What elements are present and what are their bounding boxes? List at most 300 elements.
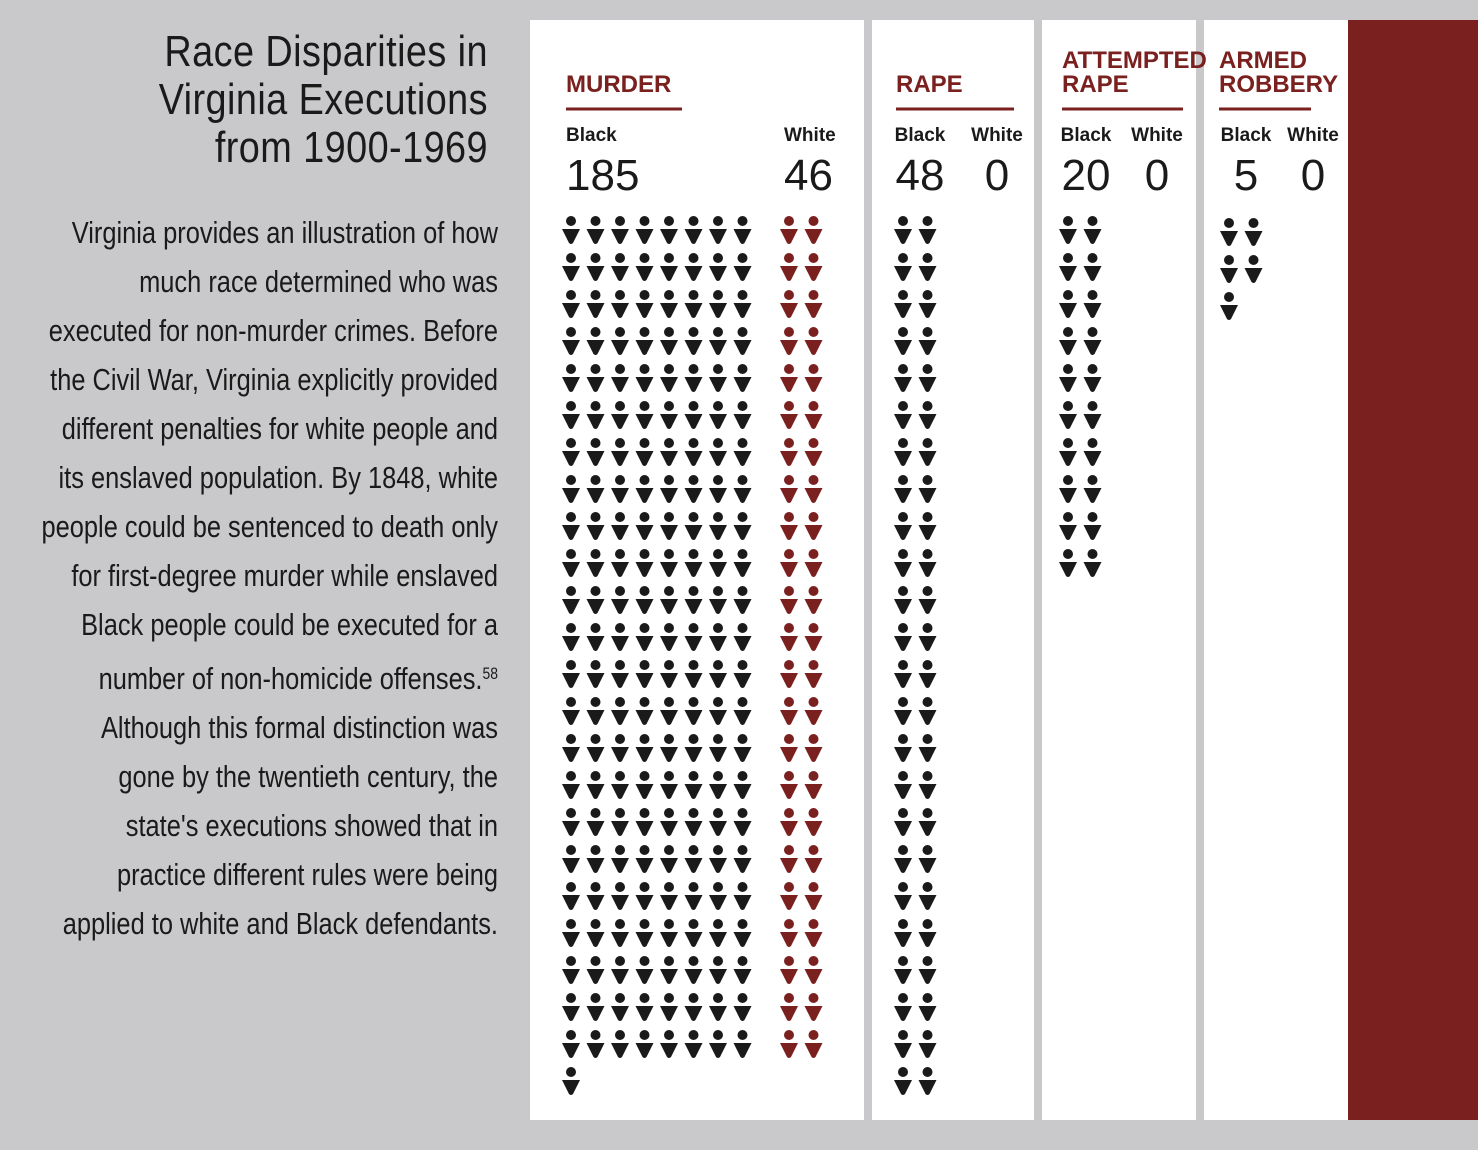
black-murder-icon-163	[611, 956, 629, 984]
chart-title: Race Disparities in Virginia Executions from 1900-1969	[158, 27, 488, 172]
white-murder-icon-28	[805, 697, 823, 725]
black-murder-icon-113	[562, 734, 580, 762]
black-murder-icon-54	[685, 438, 703, 466]
black-murder-icon-66	[587, 512, 605, 540]
black-murder-icon-164	[636, 956, 654, 984]
black-murder-icon-134	[685, 808, 703, 836]
black-murder-icon-100	[636, 660, 654, 688]
white-murder-icon-9	[780, 364, 798, 392]
body-paragraph: Virginia provides an illustration of how much race determined who was executed for non-murder crimes. Before the Civil War, Virginia explicitly provided different penalties for white people and its enslaved population. By 1848, white people could be sentenced to death only for first-degree murder while enslaved Black people could be executed for a number of non-homicide offenses.	[41, 215, 499, 696]
black-rape-icon-32	[919, 771, 937, 799]
black-murder-icon-155	[611, 919, 629, 947]
black-murder-icon-65	[562, 512, 580, 540]
black-rape-icon-13	[894, 438, 912, 466]
black-murder-icon-184	[734, 1030, 752, 1058]
black-murder-icon-50	[587, 438, 605, 466]
black-murder-icon-46	[685, 401, 703, 429]
black-murder-icon-128	[734, 771, 752, 799]
white-murder-icon-35	[780, 845, 798, 873]
black-rape-icon-40	[919, 919, 937, 947]
black-attempted-rape-icon-13	[1059, 438, 1077, 466]
white-murder-icon-1	[780, 216, 798, 244]
black-murder-icon-2	[587, 216, 605, 244]
white-murder-icon-2	[805, 216, 823, 244]
black-murder-icon-125	[660, 771, 678, 799]
footnote-marker[interactable]: 58	[482, 664, 498, 683]
black-murder-icon-29	[660, 327, 678, 355]
black-murder-icon-98	[587, 660, 605, 688]
black-attempted-rape-icon-15	[1059, 475, 1077, 503]
black-murder-icon-49	[562, 438, 580, 466]
black-murder-icon-9	[562, 253, 580, 281]
white-murder-icon-4	[805, 253, 823, 281]
black-murder-icon-181	[660, 1030, 678, 1058]
black-rape-icon-5	[894, 290, 912, 318]
black-armed-robbery-icon-5	[1220, 292, 1238, 320]
black-murder-icon-90	[587, 623, 605, 651]
category-label-attempted-rape-line2: RAPE	[1062, 71, 1129, 98]
black-murder-icon-14	[685, 253, 703, 281]
black-murder-icon-36	[636, 364, 654, 392]
black-rape-icon-7	[894, 327, 912, 355]
race-label-white-attempted-rape: White	[1131, 125, 1183, 146]
white-murder-icon-18	[805, 512, 823, 540]
black-murder-icon-166	[685, 956, 703, 984]
black-rape-icon-11	[894, 401, 912, 429]
white-murder-icon-12	[805, 401, 823, 429]
black-murder-icon-18	[587, 290, 605, 318]
black-murder-icon-129	[562, 808, 580, 836]
black-murder-icon-35	[611, 364, 629, 392]
black-murder-icon-56	[734, 438, 752, 466]
white-murder-icon-33	[780, 808, 798, 836]
black-rape-icon-2	[919, 216, 937, 244]
count-white-rape: 0	[984, 151, 1010, 200]
black-murder-icon-69	[660, 512, 678, 540]
black-murder-icon-111	[709, 697, 727, 725]
black-murder-icon-143	[709, 845, 727, 873]
white-murder-icon-11	[780, 401, 798, 429]
white-murder-icon-7	[780, 327, 798, 355]
black-rape-icon-48	[919, 1067, 937, 1095]
black-murder-icon-25	[562, 327, 580, 355]
black-murder-icon-60	[636, 475, 654, 503]
black-murder-icon-107	[611, 697, 629, 725]
black-murder-icon-139	[611, 845, 629, 873]
black-murder-icon-122	[587, 771, 605, 799]
black-murder-icon-183	[709, 1030, 727, 1058]
black-murder-icon-8	[734, 216, 752, 244]
race-label-white-rape: White	[971, 125, 1023, 146]
white-murder-icon-30	[805, 734, 823, 762]
black-rape-icon-18	[919, 512, 937, 540]
white-murder-icon-3	[780, 253, 798, 281]
black-attempted-rape-icon-11	[1059, 401, 1077, 429]
white-murder-icon-14	[805, 438, 823, 466]
white-murder-icon-44	[805, 993, 823, 1021]
black-attempted-rape-icon-8	[1084, 327, 1102, 355]
black-murder-icon-67	[611, 512, 629, 540]
white-murder-icon-43	[780, 993, 798, 1021]
black-murder-icon-19	[611, 290, 629, 318]
black-murder-icon-28	[636, 327, 654, 355]
category-label-attempted-rape-line1: ATTEMPTED	[1062, 47, 1207, 74]
black-murder-icon-132	[636, 808, 654, 836]
black-armed-robbery-icon-3	[1220, 255, 1238, 283]
black-attempted-rape-icon-18	[1084, 512, 1102, 540]
white-murder-icon-23	[780, 623, 798, 651]
black-murder-icon-145	[562, 882, 580, 910]
white-murder-icon-16	[805, 475, 823, 503]
category-label-armed-robbery-line2: ROBBERY	[1219, 71, 1339, 98]
black-rape-icon-20	[919, 549, 937, 577]
black-murder-icon-76	[636, 549, 654, 577]
black-murder-icon-92	[636, 623, 654, 651]
black-murder-icon-12	[636, 253, 654, 281]
white-murder-icon-37	[780, 882, 798, 910]
black-murder-icon-83	[611, 586, 629, 614]
black-murder-icon-167	[709, 956, 727, 984]
black-murder-icon-180	[636, 1030, 654, 1058]
black-rape-icon-4	[919, 253, 937, 281]
black-murder-icon-126	[685, 771, 703, 799]
black-murder-icon-40	[734, 364, 752, 392]
black-murder-icon-117	[660, 734, 678, 762]
black-attempted-rape-icon-14	[1084, 438, 1102, 466]
race-label-black-armed-robbery: Black	[1220, 125, 1272, 146]
black-rape-icon-30	[919, 734, 937, 762]
black-murder-icon-123	[611, 771, 629, 799]
black-murder-icon-5	[660, 216, 678, 244]
white-murder-icon-22	[805, 586, 823, 614]
black-murder-icon-106	[587, 697, 605, 725]
black-rape-icon-9	[894, 364, 912, 392]
black-murder-icon-1	[562, 216, 580, 244]
black-murder-icon-3	[611, 216, 629, 244]
black-murder-icon-30	[685, 327, 703, 355]
black-murder-icon-95	[709, 623, 727, 651]
black-murder-icon-97	[562, 660, 580, 688]
white-murder-icon-5	[780, 290, 798, 318]
black-murder-icon-133	[660, 808, 678, 836]
black-murder-icon-149	[660, 882, 678, 910]
category-label-armed-robbery-line1: ARMED	[1219, 47, 1307, 74]
white-murder-icon-19	[780, 549, 798, 577]
black-murder-icon-34	[587, 364, 605, 392]
black-murder-icon-22	[685, 290, 703, 318]
black-murder-icon-124	[636, 771, 654, 799]
race-label-white-murder: White	[784, 125, 836, 146]
black-murder-icon-109	[660, 697, 678, 725]
white-murder-icon-21	[780, 586, 798, 614]
black-murder-icon-78	[685, 549, 703, 577]
black-murder-icon-103	[709, 660, 727, 688]
black-murder-icon-93	[660, 623, 678, 651]
black-armed-robbery-icon-2	[1245, 218, 1263, 246]
black-rape-icon-43	[894, 993, 912, 1021]
black-murder-icon-121	[562, 771, 580, 799]
black-murder-icon-48	[734, 401, 752, 429]
black-murder-icon-179	[611, 1030, 629, 1058]
black-rape-icon-47	[894, 1067, 912, 1095]
black-murder-icon-47	[709, 401, 727, 429]
black-rape-icon-33	[894, 808, 912, 836]
black-rape-icon-15	[894, 475, 912, 503]
black-murder-icon-105	[562, 697, 580, 725]
black-murder-icon-43	[611, 401, 629, 429]
black-murder-icon-161	[562, 956, 580, 984]
black-murder-icon-84	[636, 586, 654, 614]
black-murder-icon-11	[611, 253, 629, 281]
black-murder-icon-61	[660, 475, 678, 503]
white-murder-icon-38	[805, 882, 823, 910]
black-rape-icon-35	[894, 845, 912, 873]
black-rape-icon-25	[894, 660, 912, 688]
black-murder-icon-51	[611, 438, 629, 466]
black-rape-icon-45	[894, 1030, 912, 1058]
white-murder-icon-25	[780, 660, 798, 688]
black-murder-icon-38	[685, 364, 703, 392]
black-murder-icon-185	[562, 1067, 580, 1095]
black-rape-icon-42	[919, 956, 937, 984]
black-murder-icon-77	[660, 549, 678, 577]
black-murder-icon-71	[709, 512, 727, 540]
black-rape-icon-23	[894, 623, 912, 651]
race-label-black-murder: Black	[566, 125, 617, 146]
black-rape-icon-39	[894, 919, 912, 947]
black-attempted-rape-icon-2	[1084, 216, 1102, 244]
body-paragraph-continued: Although this formal distinction was gone by the twentieth century, the state's executions showed that in practice different rules were being applied to white and Black defendants.	[62, 710, 499, 941]
white-murder-icon-42	[805, 956, 823, 984]
black-attempted-rape-icon-6	[1084, 290, 1102, 318]
black-murder-icon-159	[709, 919, 727, 947]
black-murder-icon-172	[636, 993, 654, 1021]
black-attempted-rape-icon-7	[1059, 327, 1077, 355]
black-murder-icon-63	[709, 475, 727, 503]
black-murder-icon-52	[636, 438, 654, 466]
black-rape-icon-44	[919, 993, 937, 1021]
white-murder-icon-24	[805, 623, 823, 651]
black-murder-icon-44	[636, 401, 654, 429]
black-murder-icon-64	[734, 475, 752, 503]
black-murder-icon-20	[636, 290, 654, 318]
black-murder-icon-137	[562, 845, 580, 873]
black-murder-icon-165	[660, 956, 678, 984]
white-murder-icon-13	[780, 438, 798, 466]
black-murder-icon-59	[611, 475, 629, 503]
black-murder-icon-108	[636, 697, 654, 725]
black-murder-icon-112	[734, 697, 752, 725]
black-murder-icon-42	[587, 401, 605, 429]
black-murder-icon-74	[587, 549, 605, 577]
black-rape-icon-3	[894, 253, 912, 281]
black-murder-icon-62	[685, 475, 703, 503]
black-rape-icon-26	[919, 660, 937, 688]
white-murder-icon-40	[805, 919, 823, 947]
black-rape-icon-10	[919, 364, 937, 392]
black-murder-icon-55	[709, 438, 727, 466]
black-murder-icon-72	[734, 512, 752, 540]
black-murder-icon-154	[587, 919, 605, 947]
count-white-murder: 46	[784, 151, 833, 200]
black-murder-icon-160	[734, 919, 752, 947]
white-murder-icon-32	[805, 771, 823, 799]
black-murder-icon-96	[734, 623, 752, 651]
black-murder-icon-115	[611, 734, 629, 762]
black-murder-icon-116	[636, 734, 654, 762]
black-murder-icon-152	[734, 882, 752, 910]
count-black-rape: 48	[895, 151, 945, 200]
black-rape-icon-41	[894, 956, 912, 984]
black-murder-icon-16	[734, 253, 752, 281]
black-rape-icon-38	[919, 882, 937, 910]
white-murder-icon-29	[780, 734, 798, 762]
black-rape-icon-22	[919, 586, 937, 614]
count-white-armed-robbery: 0	[1300, 151, 1326, 200]
black-murder-icon-130	[587, 808, 605, 836]
white-murder-icon-20	[805, 549, 823, 577]
black-murder-icon-147	[611, 882, 629, 910]
black-murder-icon-176	[734, 993, 752, 1021]
black-murder-icon-169	[562, 993, 580, 1021]
black-murder-icon-150	[685, 882, 703, 910]
black-murder-icon-136	[734, 808, 752, 836]
white-murder-icon-34	[805, 808, 823, 836]
black-murder-icon-31	[709, 327, 727, 355]
black-rape-icon-36	[919, 845, 937, 873]
black-attempted-rape-icon-4	[1084, 253, 1102, 281]
black-murder-icon-70	[685, 512, 703, 540]
count-black-murder: 185	[566, 151, 640, 200]
black-murder-icon-24	[734, 290, 752, 318]
black-murder-icon-127	[709, 771, 727, 799]
black-attempted-rape-icon-17	[1059, 512, 1077, 540]
black-murder-icon-41	[562, 401, 580, 429]
white-murder-icon-26	[805, 660, 823, 688]
black-murder-icon-151	[709, 882, 727, 910]
black-murder-icon-114	[587, 734, 605, 762]
black-murder-icon-119	[709, 734, 727, 762]
race-label-black-attempted-rape: Black	[1060, 125, 1112, 146]
black-murder-icon-89	[562, 623, 580, 651]
black-murder-icon-85	[660, 586, 678, 614]
black-rape-icon-12	[919, 401, 937, 429]
black-rape-icon-19	[894, 549, 912, 577]
white-murder-icon-27	[780, 697, 798, 725]
black-murder-icon-45	[660, 401, 678, 429]
black-murder-icon-68	[636, 512, 654, 540]
black-murder-icon-87	[709, 586, 727, 614]
black-murder-icon-118	[685, 734, 703, 762]
white-murder-icon-15	[780, 475, 798, 503]
black-rape-icon-46	[919, 1030, 937, 1058]
white-murder-icon-17	[780, 512, 798, 540]
race-label-white-armed-robbery: White	[1287, 125, 1339, 146]
black-murder-icon-39	[709, 364, 727, 392]
black-murder-icon-10	[587, 253, 605, 281]
white-murder-icon-6	[805, 290, 823, 318]
black-murder-icon-88	[734, 586, 752, 614]
black-rape-icon-17	[894, 512, 912, 540]
black-murder-icon-73	[562, 549, 580, 577]
count-black-armed-robbery: 5	[1233, 151, 1259, 200]
category-label-rape: RAPE	[896, 71, 963, 98]
white-murder-icon-39	[780, 919, 798, 947]
black-murder-icon-13	[660, 253, 678, 281]
black-murder-icon-168	[734, 956, 752, 984]
white-murder-icon-8	[805, 327, 823, 355]
black-murder-icon-57	[562, 475, 580, 503]
black-murder-icon-142	[685, 845, 703, 873]
black-attempted-rape-icon-9	[1059, 364, 1077, 392]
white-murder-icon-45	[780, 1030, 798, 1058]
black-murder-icon-144	[734, 845, 752, 873]
black-armed-robbery-icon-4	[1245, 255, 1263, 283]
black-rape-icon-29	[894, 734, 912, 762]
black-murder-icon-153	[562, 919, 580, 947]
race-label-black-rape: Black	[894, 125, 946, 146]
white-murder-icon-10	[805, 364, 823, 392]
black-murder-icon-80	[734, 549, 752, 577]
white-murder-icon-46	[805, 1030, 823, 1058]
black-rape-icon-34	[919, 808, 937, 836]
black-murder-icon-178	[587, 1030, 605, 1058]
black-rape-icon-8	[919, 327, 937, 355]
black-attempted-rape-icon-12	[1084, 401, 1102, 429]
black-rape-icon-31	[894, 771, 912, 799]
black-attempted-rape-icon-5	[1059, 290, 1077, 318]
count-black-attempted-rape: 20	[1061, 151, 1111, 200]
black-murder-icon-33	[562, 364, 580, 392]
category-label-murder: MURDER	[566, 71, 672, 98]
black-murder-icon-23	[709, 290, 727, 318]
black-murder-icon-26	[587, 327, 605, 355]
black-murder-icon-4	[636, 216, 654, 244]
black-murder-icon-162	[587, 956, 605, 984]
black-murder-icon-138	[587, 845, 605, 873]
black-rape-icon-28	[919, 697, 937, 725]
black-murder-icon-58	[587, 475, 605, 503]
count-white-attempted-rape: 0	[1144, 151, 1170, 200]
black-murder-icon-173	[660, 993, 678, 1021]
black-murder-icon-102	[685, 660, 703, 688]
black-murder-icon-6	[685, 216, 703, 244]
black-murder-icon-32	[734, 327, 752, 355]
black-murder-icon-99	[611, 660, 629, 688]
black-murder-icon-75	[611, 549, 629, 577]
black-rape-icon-16	[919, 475, 937, 503]
black-murder-icon-146	[587, 882, 605, 910]
black-murder-icon-110	[685, 697, 703, 725]
black-rape-icon-21	[894, 586, 912, 614]
black-murder-icon-170	[587, 993, 605, 1021]
black-attempted-rape-icon-1	[1059, 216, 1077, 244]
black-armed-robbery-icon-1	[1220, 218, 1238, 246]
black-murder-icon-158	[685, 919, 703, 947]
black-rape-icon-1	[894, 216, 912, 244]
black-murder-icon-131	[611, 808, 629, 836]
black-murder-icon-53	[660, 438, 678, 466]
black-rape-icon-14	[919, 438, 937, 466]
black-murder-icon-79	[709, 549, 727, 577]
black-rape-icon-37	[894, 882, 912, 910]
white-murder-icon-41	[780, 956, 798, 984]
black-murder-icon-171	[611, 993, 629, 1021]
black-attempted-rape-icon-19	[1059, 549, 1077, 577]
black-rape-icon-24	[919, 623, 937, 651]
black-murder-icon-94	[685, 623, 703, 651]
black-murder-icon-177	[562, 1030, 580, 1058]
